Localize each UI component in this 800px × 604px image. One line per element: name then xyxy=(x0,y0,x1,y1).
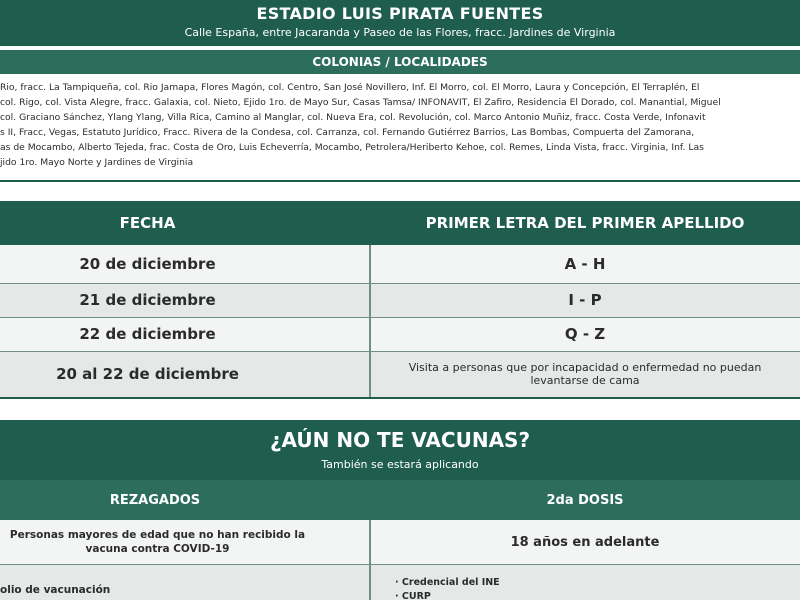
colonias-line: Rio, fracc. La Tampiqueña, col. Rio Jamapa, Flores Magón, col. Centro, San José Novillero, Inf. El Morro, col. El Morro, Laura y Concepción, El Terraplén, El xyxy=(0,82,700,93)
table-row xyxy=(0,520,800,564)
row-letra: A - H xyxy=(564,255,606,273)
list-item: · Credencial del INE xyxy=(395,577,500,588)
row-fecha: 22 de diciembre xyxy=(79,325,216,343)
dosis-text: 18 años en adelante xyxy=(510,534,660,550)
row-letra: I - P xyxy=(568,291,602,309)
divider xyxy=(0,180,800,182)
vaccination-columns xyxy=(0,480,800,520)
divider xyxy=(0,564,800,565)
divider xyxy=(0,351,800,352)
venue-header xyxy=(0,0,800,46)
table-row xyxy=(0,317,800,351)
colonias-header: COLONIAS / LOCALIDADES xyxy=(0,50,800,74)
table-row xyxy=(0,245,800,283)
divider xyxy=(0,397,800,399)
colonias-list xyxy=(0,80,800,176)
column-divider xyxy=(369,245,371,397)
row-letra: Visita a personas que por incapacidad o enfermedad no puedan levantarse de cama xyxy=(408,361,762,387)
schedule-header-row xyxy=(0,201,800,245)
colonias-line: jido 1ro. Mayo Norte y Jardines de Virginia xyxy=(0,157,194,168)
venue-title: ESTADIO LUIS PIRATA FUENTES xyxy=(256,4,544,23)
table-row xyxy=(0,564,800,600)
row-fecha: 20 al 22 de diciembre xyxy=(56,365,239,383)
vaccination-title: ¿AÚN NO TE VACUNAS? xyxy=(269,428,531,452)
row-fecha: 20 de diciembre xyxy=(79,255,216,273)
table-row xyxy=(0,351,800,397)
row-fecha: 21 de diciembre xyxy=(79,291,216,309)
colonias-line: s II, Fracc, Vegas, Estatuto Jurídico, Fracc. Rivera de la Condesa, col. Carranza, col. Fernando Gutiérrez Barrios, Las Bombas, Compuerta del Zamorana, xyxy=(0,127,695,138)
column-header-letra: PRIMER LETRA DEL PRIMER APELLIDO xyxy=(425,214,745,232)
venue-address: Calle España, entre Jacaranda y Paseo de las Flores, fracc. Jardines de Virginia xyxy=(184,26,616,39)
bottom-left-text: olio de vacunación xyxy=(0,584,111,596)
rezagados-text: Personas mayores de edad que no han recibido la vacuna contra COVID-19 xyxy=(9,529,306,555)
row-letra: Q - Z xyxy=(564,325,606,343)
column-header-fecha: FECHA xyxy=(119,214,176,232)
vaccination-subtitle: También se estará aplicando xyxy=(321,458,479,471)
column-divider xyxy=(369,520,371,600)
colonias-line: col. Rigo, col. Vista Alegre, fracc. Galaxia, col. Nieto, Ejido 1ro. de Mayo Sur, Casas Tamsa/ INFONAVIT, El Zafiro, Residencia El Dorado, col. Manantial, Miguel xyxy=(0,97,721,108)
colonias-line: as de Mocambo, Alberto Tejeda, frac. Costa de Oro, Luis Echeverría, Mocambo, Petrolera/Heriberto Kehoe, col. Remes, Linda Vista, fracc. Virginia, Inf. Las xyxy=(0,142,704,153)
divider xyxy=(0,283,800,284)
divider xyxy=(0,317,800,318)
table-row xyxy=(0,283,800,317)
column-header-dosis: 2da DOSIS xyxy=(546,492,624,508)
vaccination-header xyxy=(0,420,800,480)
column-header-rezagados: REZAGADOS xyxy=(109,492,201,508)
list-item: · CURP xyxy=(395,591,431,602)
colonias-line: col. Graciano Sánchez, Ylang Ylang, Villa Rica, Camino al Manglar, col. Nueva Era, col. Revolución, col. Marco Antonio Muñiz, fracc. Costa Verde, Infonavit xyxy=(0,112,706,123)
